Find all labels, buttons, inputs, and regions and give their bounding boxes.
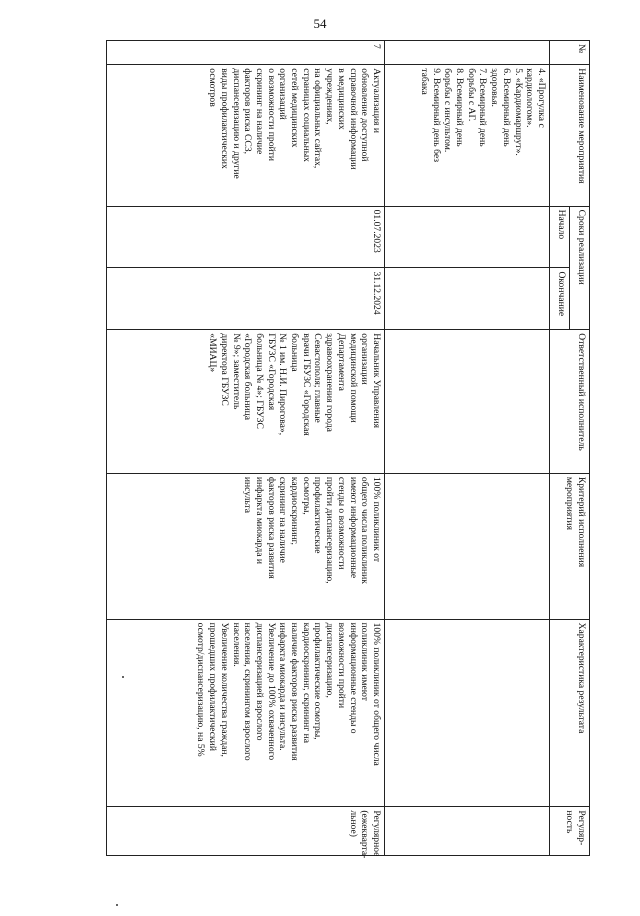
text-line: инфаркта миокарда и <box>253 476 265 565</box>
cell-start: 01.07.2023 <box>107 206 385 268</box>
text-line: прошедших профилактический <box>207 622 219 751</box>
text-line: инфаркта миокарда и инсульта. <box>277 622 289 751</box>
text-line: информационные стенды о <box>347 622 359 734</box>
header-dates: Сроки реализации <box>570 206 590 330</box>
text-line: возможности пройти <box>335 622 347 709</box>
text-line: здравоохранения города <box>324 333 336 432</box>
header-row <box>570 41 590 856</box>
cell-regularity <box>107 807 385 859</box>
cell-name <box>385 65 550 206</box>
text-line: виды профилактических <box>218 68 230 169</box>
text-line: организаций <box>277 68 289 120</box>
cell-no: 7 <box>107 41 385 65</box>
text-line: директора ГБУЗС <box>218 333 230 406</box>
text-line: врачи ГБУЗС «Городская <box>300 333 312 436</box>
table-row <box>107 41 385 856</box>
text-line: здоровья. <box>489 68 501 107</box>
text-line: № 1 им. Н.И. Пирогова», <box>277 333 289 436</box>
text-line: больница <box>289 333 301 372</box>
text-line: наличие факторов риска развития <box>289 622 301 761</box>
header-end: Окончание <box>550 268 570 330</box>
text-line: населения. <box>230 622 242 667</box>
cell-criterion <box>107 473 385 619</box>
text-line: «МИАЦ» <box>207 333 219 373</box>
header-name: Наименование мероприятия <box>550 65 590 206</box>
text-line: диспансеризацию и другие <box>230 68 242 179</box>
text-line: диспансеризацию, <box>324 622 336 698</box>
text-line: Севастополя; главные <box>312 333 324 423</box>
text-line: страницах социальных <box>300 68 312 162</box>
text-line: общего числа поликлиник <box>359 476 371 584</box>
text-line: скрининг на наличие <box>253 68 265 155</box>
text-line: о возможности пройти <box>265 68 277 161</box>
text-line: льное) <box>347 810 359 837</box>
cell-no <box>385 41 550 65</box>
text-line: 5. «Кардиомаршрут». <box>512 68 524 156</box>
cell-responsible <box>385 330 550 474</box>
cell-regularity <box>385 807 550 856</box>
text-line: Увеличение количества граждан, <box>218 622 230 757</box>
text-line: обновление доступной <box>359 68 371 162</box>
cell-end <box>385 268 550 330</box>
text-line: 100% поликлиник от <box>371 476 382 563</box>
header-start: Начало <box>550 206 570 268</box>
text-line: диспансеризацией взрослого <box>253 622 265 741</box>
text-line: № 9»; заместитель <box>230 333 242 410</box>
header-criterion: Критерий исполнения мероприятия <box>550 473 590 619</box>
text-line: кардиоскрининг, <box>289 476 301 545</box>
text-line: Регулярное <box>371 810 382 857</box>
text-line: на официальных сайтах, <box>312 68 324 169</box>
text-line: ГБУЗС «Городская <box>265 333 277 411</box>
cell-end: 31.12.2024 <box>107 268 385 330</box>
text-line: населения, скринингом взрослого <box>242 622 254 761</box>
cell-responsible <box>107 330 385 474</box>
text-line: пройти диспансеризацию, <box>324 476 336 584</box>
table-row <box>385 41 550 856</box>
text-line: кардиологом». <box>524 68 536 128</box>
text-line: скрининг на наличие <box>277 476 289 563</box>
header-responsible: Ответственный исполнитель <box>550 330 590 474</box>
text-line: факторов риска развития <box>265 476 277 579</box>
text-line: кардиоскрининг, скрининг на <box>300 622 312 743</box>
text-line: медицинской помощи <box>347 333 359 423</box>
cell-criterion <box>385 473 550 619</box>
cell-start <box>385 206 550 268</box>
text-line: профилактические <box>312 476 324 554</box>
text-line: поликлиник имеют <box>359 622 371 701</box>
text-line: табака <box>418 68 430 95</box>
header-regularity: Регуляр-ность <box>550 807 590 856</box>
text-line: 4. «Прогулка с <box>536 68 547 128</box>
text-line: Департамента <box>335 333 347 391</box>
text-line: борьбы с АГ. <box>465 68 477 122</box>
header-no: № <box>550 41 590 65</box>
text-line: в медицинских <box>335 68 347 130</box>
text-line: 6. Всемирный день <box>500 68 512 147</box>
text-line: осмотров <box>207 68 219 107</box>
text-line: 8. Всемирный день <box>454 68 466 147</box>
text-line: больница № 4»; ГБУЗС <box>253 333 265 429</box>
text-line: (ежекварта- <box>359 810 371 859</box>
cell-result <box>107 619 385 807</box>
text-line: сетей медицинских <box>289 68 301 148</box>
text-line: 7. Всемирный день <box>477 68 489 147</box>
text-line: Начальник Управления <box>371 333 382 429</box>
text-line: осмотр/диспансеризацию, на 5% <box>195 622 207 757</box>
text-line: борьбы с инсультом. <box>442 68 454 153</box>
text-line: профилактические осмотры, <box>312 622 324 740</box>
text-line: факторов риска ССЗ, <box>242 68 254 155</box>
action-plan-table <box>106 40 590 859</box>
text-line: «Городская больница <box>242 333 254 421</box>
text-line: Актуализация и <box>371 68 382 134</box>
cell-result <box>385 619 550 807</box>
rotated-table-container <box>106 40 590 859</box>
text-line: учреждениях, <box>324 68 336 125</box>
text-line: имеют информационные <box>347 476 359 579</box>
header-result: Характеристика результата <box>550 619 590 807</box>
text-line: организации <box>359 333 371 385</box>
text-line: 9. Всемирный день без <box>430 68 442 162</box>
text-line: стенды о возможности <box>335 476 347 570</box>
text-line: 100% поликлиник от общего числа <box>371 622 382 766</box>
text-line: Увеличение до 100% охваченного <box>265 622 277 761</box>
text-line: инсульта <box>242 476 254 513</box>
text-line: осмотры, <box>300 476 312 515</box>
scan-speck <box>116 904 118 906</box>
text-line: справочной информации <box>347 68 359 170</box>
cell-name <box>107 65 385 206</box>
page-number: 54 <box>313 16 327 31</box>
